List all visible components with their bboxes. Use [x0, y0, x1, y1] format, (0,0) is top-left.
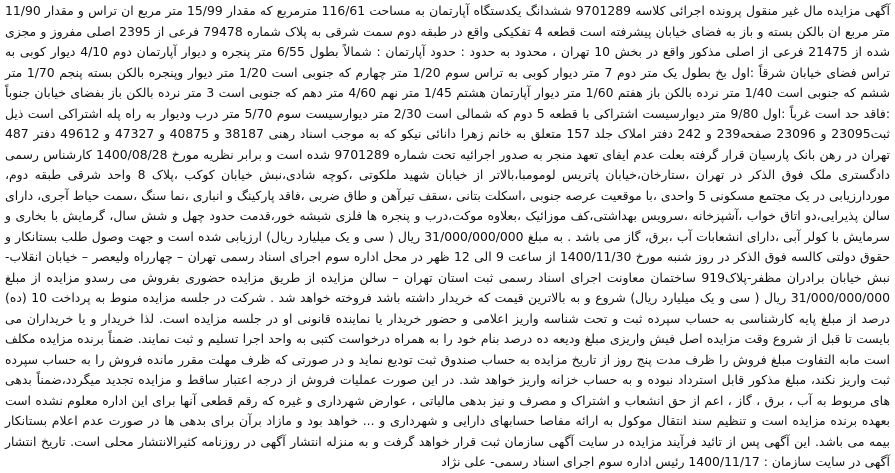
auction-notice-text: آگهی مزایده مال غیر منقول پرونده اجرائی کلاسه 9701289 ششدانگ یکدستگاه آپارتمان به مساحت 116/61 مترمربع که مقدار 15/99 متر مربع ان تراس و مقدار 11/90 متر مربع ان بالکن بسته و باز به فضای خیابان پیشرفته است قطعه 4 تفکیکی واقع در طبقه دوم سمت شرقی به پلاک شماره 79478 فرعی از 2395 اصلی مفروز و مجزی شده از 21475 فرعی از اصلی مذکور واقع در بخش 10 تهران ، محدود به حدود : حدود آپارتمان : شمالاً بطول 6/55 متر پنجره و دیوار آپارتمان دوم 4/10 دیوار کوبی به تراس فضای خیابان شرقاً :اول بخ بطول یک متر دوم 7 متر دیوار کوبی به تراس سوم 1/20 متر چهارم که جنوبی است 1/20 متر دیوار وپنجره بالکن بسته پنجم 1/70 متر ششم که جنوبی است 1/40 متر نرده بالکن باز هفتم 1/60 متر دیوار آپارتمان هشتم 1/45 متر نهم 4/60 متر دهم که جنوبی است 3 متر نرده بالکن باز بفضای خیابان جنوباً :فاقد حد است غرباً :اول 9/80 متر دیوارسیست اشتراکی با قطعه 5 دوم که شمالی است 2/30 متر دیوارسیست سوم 5/70 متر درب ودیوار به راه پله اشتراکی است ذیل ثبت23095 و 23096 صفحه239 و 242 دفتر املاک جلد 157 متعلق به خانم زهرا دانائی نیکو که به موجب اسناد رهنی 38187 و 40875 و 47327 و 49612 دفتر 487 تهران در رهن بانک پارسیان قرار گرفته بعلت عدم ایفای تعهد منجر به صدور اجرائیه تحت شماره 9701289 شده است و برابر نظریه مورخ 1400/08/28 کارشناس رسمی دادگستری ملک فوق الذکر در تهران ،ستارخان،خیابان پاتریس لومومبا،بالاتر از خیابان شهید ملکوتی ،کوچه شادی،نبش خیابان کوکب ،پلاک 8 واحد شرقی طبقه دوم، موردارزیابی در یک مجتمع مسکونی 5 واحدی ،با موقعیت عرصه جنوبی ،اسکلت بتانی ،سقف تیرآهن و طاق ضربی ،فاقد پارکینگ و انباری ،نما سنگ ،سمت حیاط آجری، دارای سالن پذیرایی،دو اتاق خواب ،آشپزخانه ،سرویس بهداشتی،کف موزائیک ،بعلاوه موکت،درب و پنجره ها فلزی شیشه خور،قدمت حدود چهل و شش سال، گرمایش با بخاری و سرمایش با کولر آبی ،دارای انشعابات آب ،برق، گاز می باشد . به مبلغ 31/000/000/000 ریال ( سی و یک میلیارد ریال) ارزیابی شده است و جهت وصول طلب بستانکار و حقوق دولتی کالسه فوق الذکر در روز شنبه مورخ 1400/11/30 از ساعت 9 الی 12 ظهر در محل اداره سوم اجرای اسناد رسمی تهران – چهارراه ولیعصر – خیابان انقلاب-نبش خیابان برادران مظفر-پلاک919 ساختمان معاونت اجرای اسناد رسمی ثبت استان تهران – سالن مزایده از طریق مزایده حضوری بفروش می رسدو مزایده از مبلغ 31/000/000/000 ریال ( سی و یک میلیارد ریال) شروع و به بالاترین قیمت که خریدار داشته باشد فروخته خواهد شد . شرکت در جلسه مزایده منوط به پرداخت 10 (ده) درصد از مبلغ پایه کارشناسی به حساب سپرده ثبت و تحت شناسه واریز اعلامی و حضور خریدار یا نماینده قانونی او در جلسه مزایده است. لذا خریدار و یا خریداران می بایست تا قبل از شروع وقت مزایده اصل فیش واریزی مبلغ ودیعه ده درصد بنام خود را به همراه درخواست کتبی به واحد اجرا تسلیم و ثبت نمایند. ضمناً برنده مزایده مکلف است مابه التفاوت مبلغ فروش را ظرف مدت پنج روز از تاریخ مزایده به حساب صندوق ثبت تودیع نماید و در صورتی که ظرف مهلت مقرر مانده فروش را به حساب سپرده ثبت واریز نکند، مبلغ مذکور قابل استرداد نبوده و به حساب خزانه واریز خواهد شد. در این صورت عملیات فروش از درجه اعتبار ساقط و مزایده تجدید میگردد،ضمناً بدهی های مربوط به آب ، برق ، گاز ، اعم از حق انشعاب و اشتراک و مصرف و نیز بدهی مالیاتی ، عوارض شهرداری و غیره که رقم قطعی آنها برای این اداره معلوم نشده است بعهده برنده مزایده است و تنظیم سند انتقال موکول به ارائه مفاصا حسابهای دارایی و شهرداری و ... خواهد بود و مازاد برآن برای بدهی ها در صورت عدم اعلام بستانکار بیمه می باشد. این آگهی پس از تائید فرآیند مزایده در سایت آگهی سازمان ثبت قرار خواهد گرفت و به منزله انتشار آگهی در روزنامه کثیرالانتشار محلی است. تاریخ انتشار آگهی در سایت سازمان : 1400/11/17 رئیس اداره سوم اجرای اسناد رسمی- علی نژاد: [5, 3, 891, 469]
